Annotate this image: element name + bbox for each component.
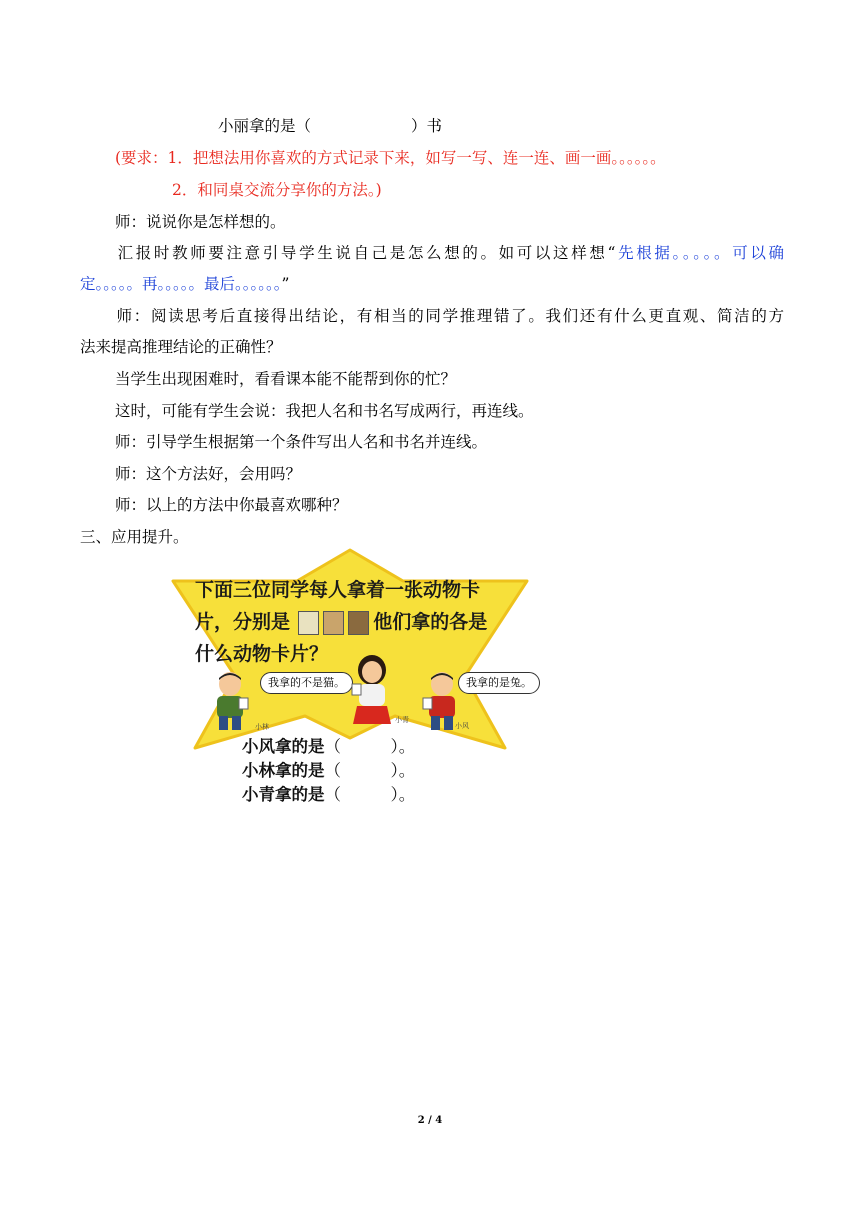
page-number: 2 / 4 <box>417 1115 443 1126</box>
student-xiaolin-figure <box>205 670 255 732</box>
student-name-left: 小林 <box>255 723 269 731</box>
requirement-1: (要求：1．把想法用你喜欢的方式记录下来，如写一写、连一连、画一画。。。。。。 <box>115 149 666 167</box>
figure-question-line1: 下面三位同学每人拿着一张动物卡 <box>195 579 481 601</box>
monkey-card-icon <box>348 611 369 635</box>
answer-label: 小青拿的是 <box>242 785 325 804</box>
figure-question-line2 <box>195 610 487 635</box>
student-name-right: 小风 <box>455 722 469 730</box>
speech-bubble-left: 我拿的不是猫。 <box>260 672 353 694</box>
animal-cards <box>297 613 367 633</box>
teacher-line-1: 师：说说你是怎样想的。 <box>115 213 286 231</box>
report-text: 汇报时教师要注意引导学生说自己是怎么想的。如可以这样想“ <box>115 244 616 262</box>
answer-xiaofeng <box>242 736 415 758</box>
teacher-line-2b: 法来提高推理结论的正确性？ <box>80 338 282 356</box>
report-paragraph-line2 <box>80 274 289 294</box>
speech-bubble-right: 我拿的是兔。 <box>458 672 540 694</box>
figure-question-line3: 什么动物卡片？ <box>195 643 329 665</box>
answer-suffix: ）书 <box>411 117 443 135</box>
requirement-2: 2．和同桌交流分享你的方法。) <box>172 181 382 199</box>
rabbit-card-icon <box>298 611 319 635</box>
answer-prefix: 小丽拿的是（ <box>218 117 312 135</box>
answer-line-xiaoli <box>218 116 442 136</box>
answer-xiaoqing <box>242 784 415 806</box>
question-line2-end: 他们拿的各是 <box>373 611 488 633</box>
answer-label: 小风拿的是 <box>242 737 325 756</box>
report-hint-blue-2: 定。。。。。再。。。。。最后。。。。。。 <box>80 275 282 293</box>
closing-quote: ” <box>281 275 290 293</box>
teacher-line-2a-text: 师：阅读思考后直接得出结论，有相当的同学推理错了。我们还有什么更直观、简洁的方 <box>115 307 784 325</box>
answer-blank: （ ）。 <box>324 761 416 780</box>
student-xiaoqing-figure <box>345 652 399 728</box>
report-paragraph-line1 <box>80 243 784 263</box>
question-line2-start: 片，分别是 <box>195 611 291 633</box>
section-heading: 三、应用提升。 <box>80 528 189 546</box>
teacher-line-4: 师：这个方法好，会用吗？ <box>115 465 302 483</box>
student-difficulty-line: 当学生出现困难时，看看课本能不能帮到你的忙？ <box>115 370 457 388</box>
teacher-line-3: 师：引导学生根据第一个条件写出人名和书名并连线。 <box>115 433 488 451</box>
cat-card-icon <box>323 611 344 635</box>
student-method-line: 这时，可能有学生会说：我把人名和书名写成两行，再连线。 <box>115 402 534 420</box>
student-name-mid: 小青 <box>395 716 409 724</box>
teacher-line-5: 师：以上的方法中你最喜欢哪种？ <box>115 496 348 514</box>
answer-blank: （ ）。 <box>324 785 416 804</box>
report-hint-blue: 先根据。。。。。可以确 <box>615 244 784 262</box>
teacher-line-2a <box>80 306 784 326</box>
answer-label: 小林拿的是 <box>242 761 325 780</box>
answer-blank: （ ）。 <box>324 737 416 756</box>
answer-xiaolin <box>242 760 415 782</box>
